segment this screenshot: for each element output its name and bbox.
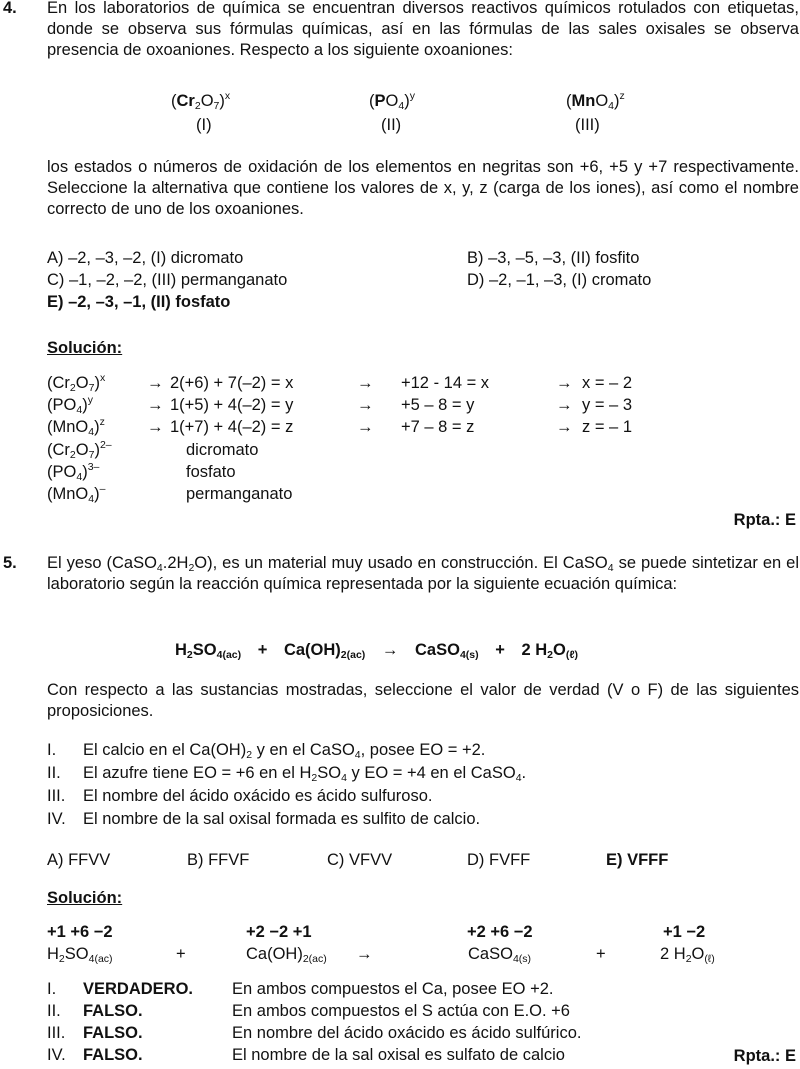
- option-b: B) –3, –5, –3, (II) fosfito: [467, 249, 640, 267]
- question-text: Con respecto a las sustancias mostradas, seleccione el valor de verdad (V o F) de las siguientes proposiciones.: [47, 681, 799, 720]
- solution-heading: Solución:: [47, 889, 123, 907]
- formula: $Ca(OH)_{2(ac)}$: [246, 945, 327, 965]
- oxidation-states: +2 −2 +1: [246, 923, 312, 941]
- option-a: A) FFVV: [47, 851, 111, 869]
- answer-label: Rpta.: E: [733, 1047, 796, 1065]
- oxidation-states: +2 +6 −2: [467, 923, 533, 941]
- question-number: 5.: [3, 554, 17, 572]
- option-a: A) –2, –3, –2, (I) dicromato: [47, 249, 244, 267]
- option-c: C) VFVV: [327, 851, 393, 869]
- proposition-number: III.: [47, 787, 66, 805]
- arrow-icon: →: [147, 396, 164, 414]
- plus-sign: +: [176, 945, 186, 963]
- proposition: El nombre de la sal oxisal formada es sulfito de calcio.: [83, 810, 481, 828]
- option-d: D) FVFF: [467, 851, 531, 869]
- question-intro: En los laboratorios de química se encuentran diversos reactivos químicos rotulados con etiquetas, donde se observa sus fórmulas químicas, así en las fórmulas de las sales oxisales se observa presencia de oxoaniones. Respecto a los siguiente oxoaniones:: [47, 0, 799, 59]
- option-e-correct: E) VFFF: [606, 851, 669, 869]
- arrow-icon: →: [357, 396, 374, 414]
- arrow-icon: →: [357, 418, 374, 436]
- answer-label: Rpta.: E: [733, 511, 796, 529]
- oxidation-states: +1 +6 −2: [47, 923, 113, 941]
- arrow-icon: →: [381, 641, 399, 659]
- arrow-icon: →: [147, 418, 164, 436]
- option-e-correct: E) –2, –3, –1, (II) fosfato: [47, 293, 231, 311]
- formula: 2 $H_2O_{(\ell)}$: [660, 945, 715, 965]
- arrow-icon: →: [556, 418, 573, 436]
- proposition-number: I.: [47, 741, 57, 759]
- formula: CaSO$_{4(s)}$: [468, 945, 532, 965]
- arrow-icon: →: [357, 374, 374, 392]
- option-d: D) –2, –1, –3, (I) cromato: [467, 271, 652, 289]
- formula: $H_2SO_{4(ac)}$: [47, 945, 113, 965]
- question-text: los estados o números de oxidación de los elementos en negritas son +6, +5 y +7 respectivamente. Seleccione la alternativa que contiene los valores de x, y, z (carga de los iones), así como el nombre correcto de uno de los oxoaniones.: [47, 158, 799, 218]
- proposition: El nombre del ácido oxácido es ácido sulfuroso.: [83, 787, 433, 805]
- ion-phosphate: $(PO_4)^y$: [369, 90, 415, 112]
- arrow-icon: →: [556, 374, 573, 392]
- oxidation-states: +1 −2: [663, 923, 706, 941]
- option-b: B) FFVF: [187, 851, 250, 869]
- chemical-equation: $H_2SO_{4(ac)} + Ca(OH)_{2(ac)}$ → CaSO$_{4(s)}$ + 2 $H_2O_{(\ell)}$: [175, 641, 578, 661]
- ion-label: (III): [575, 116, 600, 134]
- question-intro: El yeso $(CaSO_4.2H_2O)$, es un material muy usado en construcción. El CaSO$_4$ se puede sintetizar en el laboratorio según la reacción química representada por la siguiente ecuación química:: [47, 554, 800, 593]
- proposition-number: II.: [47, 764, 61, 782]
- proposition: El azufre tiene EO = +6 en el $H_2SO_4$ y EO = +4 en el CaSO$_4$.: [83, 764, 527, 784]
- ion-dichromate: $(Cr_2O_7)^x$: [171, 90, 231, 112]
- arrow-icon: →: [147, 374, 164, 392]
- arrow-icon: →: [356, 945, 373, 963]
- plus-sign: +: [596, 945, 606, 963]
- option-c: C) –1, –2, –2, (III) permanganato: [47, 271, 288, 289]
- proposition-number: IV.: [47, 810, 66, 828]
- solution-heading: Solución:: [47, 339, 123, 357]
- ion-label: (I): [196, 116, 212, 134]
- arrow-icon: →: [556, 396, 573, 414]
- question-number: 4.: [3, 0, 17, 17]
- ion-permanganate: $(MnO_4)^z$: [566, 90, 625, 112]
- ion-label: (II): [381, 116, 402, 134]
- proposition: El calcio en el $Ca(OH)_2$ y en el CaSO$_4$, posee EO = +2.: [83, 741, 486, 761]
